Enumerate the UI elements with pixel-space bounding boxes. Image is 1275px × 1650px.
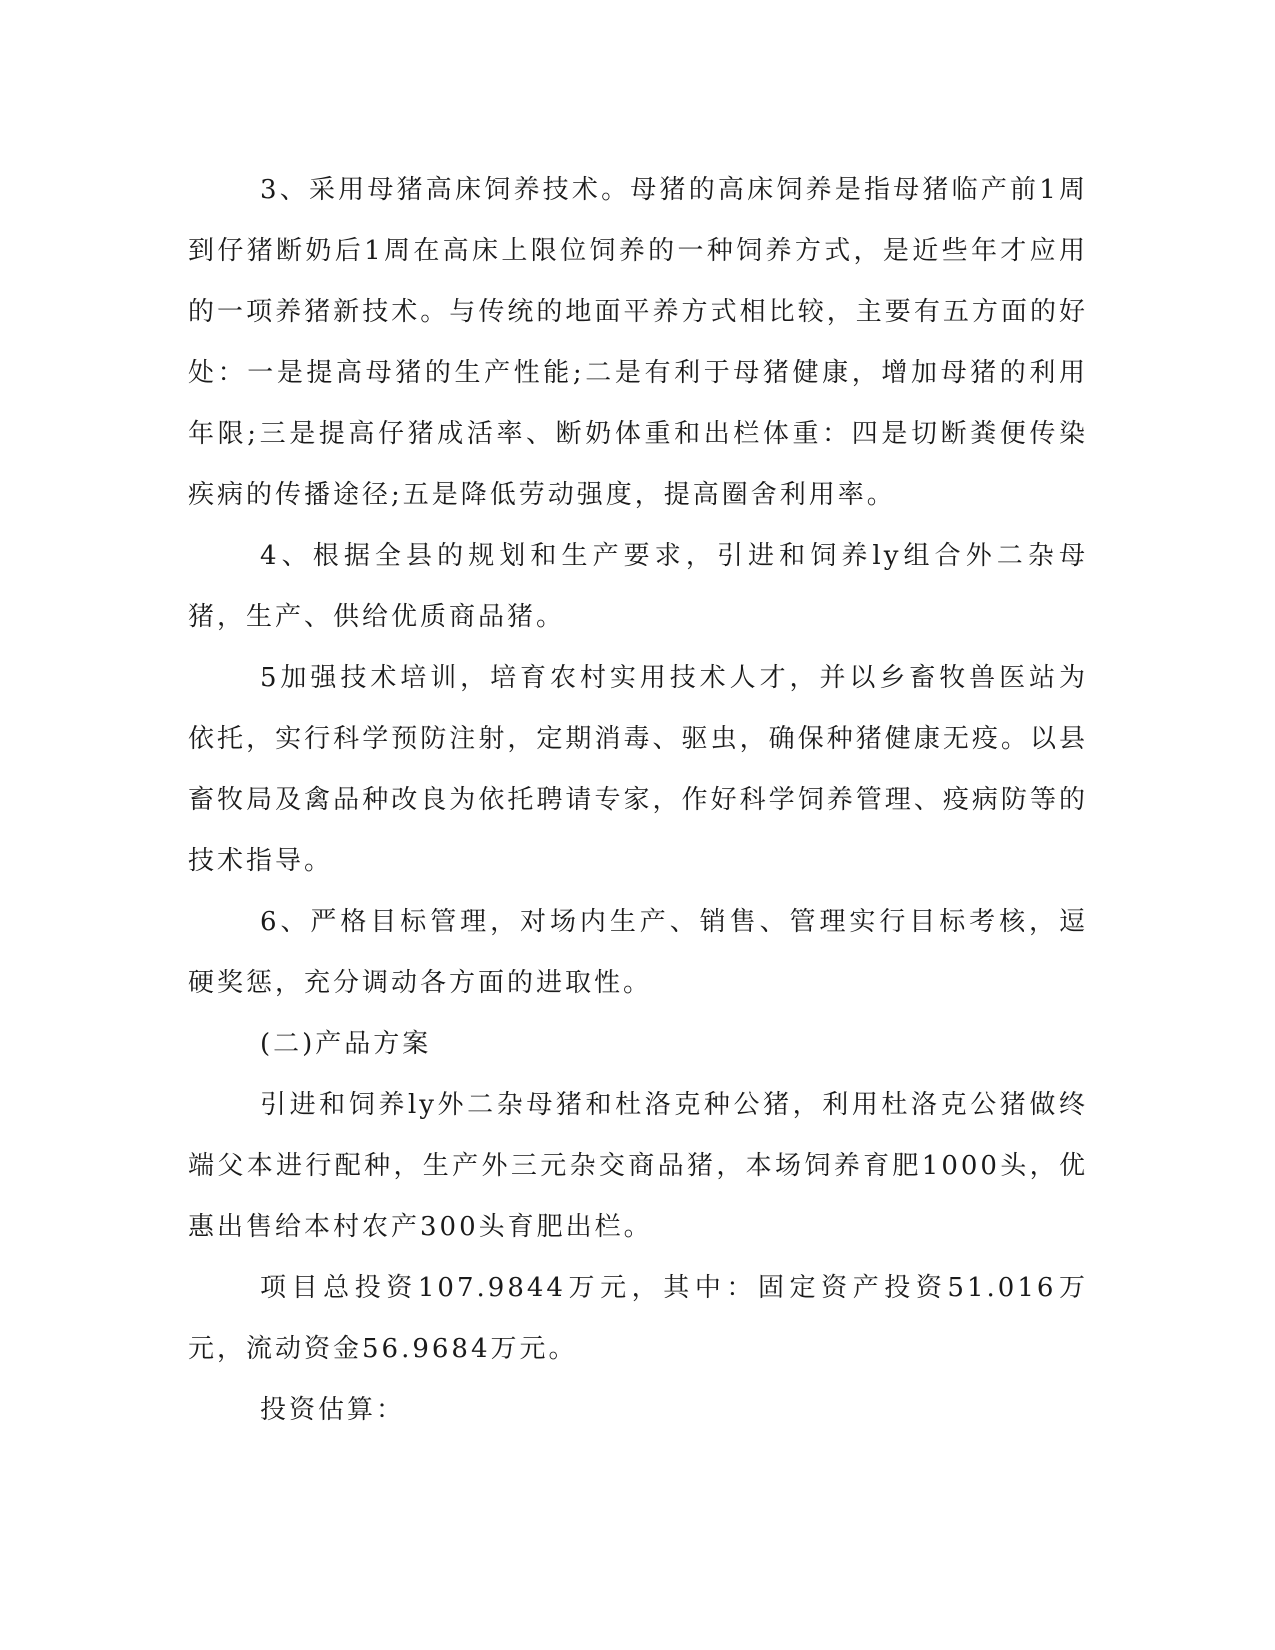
paragraph-technical-training: 5加强技术培训，培育农村实用技术人才，并以乡畜牧兽医站为依托，实行科学预防注射，定期消毒、驱虫，确保种猪健康无疫。以县畜牧局及禽品种改良为依托聘请专家，作好科学饲养管理、疫病防等的技术指导。 — [188, 663, 1088, 876]
paragraph-product-plan: 引进和饲养ly外二杂母猪和杜洛克种公猪，利用杜洛克公猪做终端父本进行配种，生产外三元杂交商品猪，本场饲养育肥1000头，优惠出售给本村农产300头育肥出栏。 — [188, 1090, 1088, 1242]
section-heading-product-plan: (二)产品方案 — [260, 1029, 432, 1059]
paragraph-sow-introduction: 4、根据全县的规划和生产要求，引进和饲养ly组合外二杂母猪，生产、供给优质商品猪。 — [188, 541, 1088, 632]
paragraph-investment-estimate-label: 投资估算： — [260, 1395, 406, 1425]
document-body — [188, 160, 1088, 1441]
paragraph-target-management: 6、严格目标管理，对场内生产、销售、管理实行目标考核，逗硬奖惩，充分调动各方面的进取性。 — [188, 907, 1088, 998]
paragraph-sow-high-bed-feeding: 3、采用母猪高床饲养技术。母猪的高床饲养是指母猪临产前1周到仔猪断奶后1周在高床上限位饲养的一种饲养方式，是近些年才应用的一项养猪新技术。与传统的地面平养方式相比较，主要有五方面的好处：一是提高母猪的生产性能;二是有利于母猪健康，增加母猪的利用年限;三是提高仔猪成活率、断奶体重和出栏体重：四是切断粪便传染疾病的传播途径;五是降低劳动强度，提高圈舍利用率。 — [188, 175, 1088, 510]
paragraph-total-investment: 项目总投资107.9844万元，其中：固定资产投资51.016万元，流动资金56.9684万元。 — [188, 1273, 1088, 1364]
